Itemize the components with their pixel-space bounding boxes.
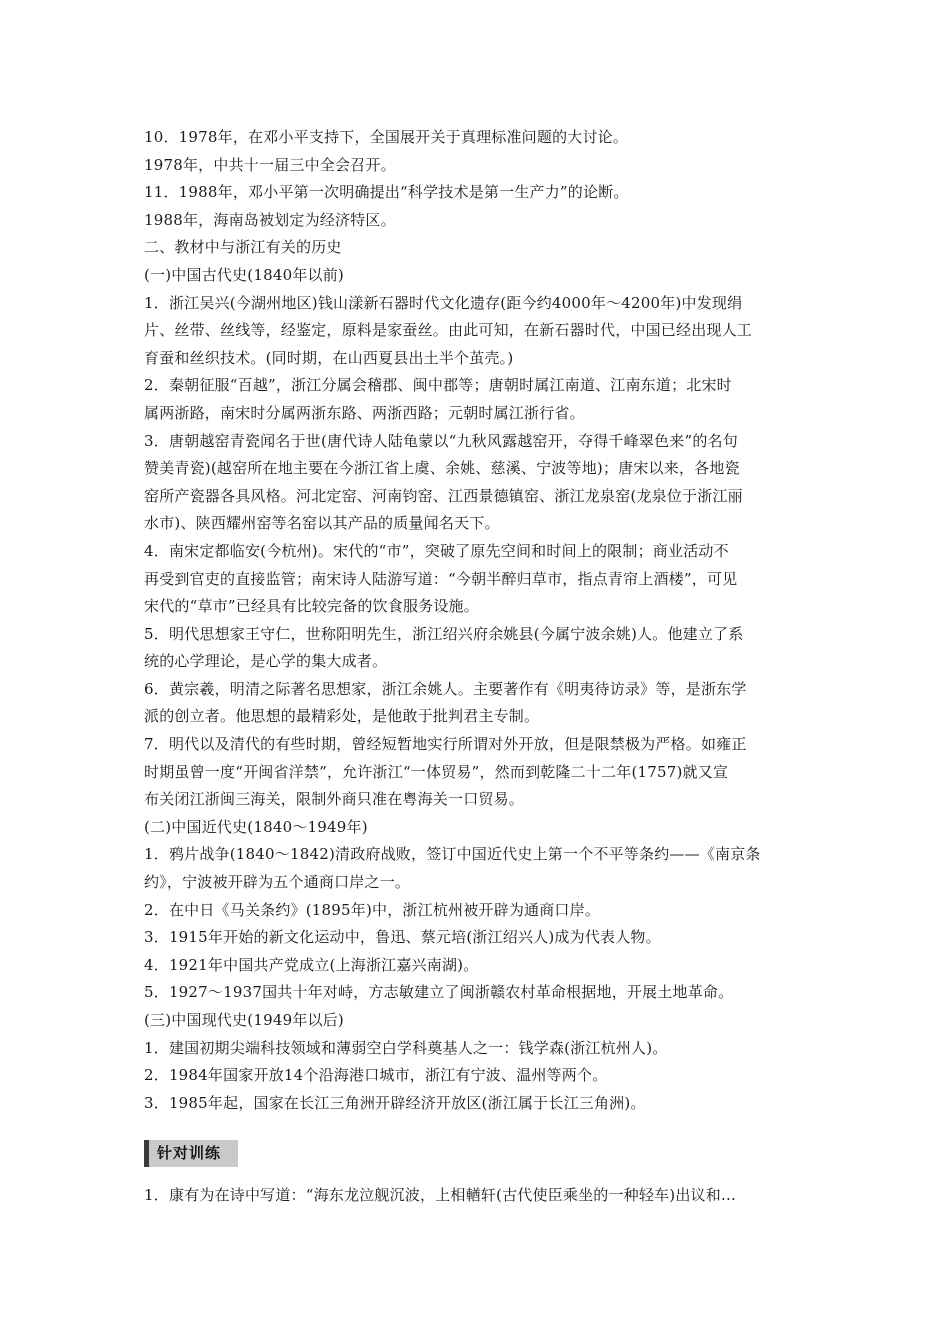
text-line: 1．鸦片战争(1840～1842)清政府战败，签订中国近代史上第一个不平等条约——《南京条 [144,845,761,864]
exercise-block [144,1182,820,1210]
text-line: 10．1978年，在邓小平支持下，全国展开关于真理标准问题的大讨论。 [144,128,629,146]
text-line: 6．黄宗羲，明清之际著名思想家，浙江余姚人。主要著作有《明夷待访录》等，是浙东学 [144,679,747,698]
text-line: 布关闭江浙闽三海关，限制外商只准在粤海关一口贸易。 [144,790,525,809]
text-line: 片、丝带、丝线等，经鉴定，原料是家蚕丝。由此可知，在新石器时代，中国已经出现人工 [144,321,753,340]
text-line: 2．1984年国家开放14个沿海港口城市，浙江有宁波、温州等两个。 [144,1066,608,1085]
text-line: 约》，宁波被开辟为五个通商口岸之一。 [144,873,411,892]
text-line: 7．明代以及清代的有些时期，曾经短暂地实行所谓对外开放，但是限禁极为严格。如雍正 [144,735,747,754]
text-line: 派的创立者。他思想的最精彩处，是他敢于批判君主专制。 [144,707,540,726]
text-line: 4．南宋定都临安(今杭州)。宋代的“市”，突破了原先空间和时间上的限制；商业活动不 [144,541,729,560]
text-line: 1．建国初期尖端科技领域和薄弱空白学科奠基人之一：钱学森(浙江杭州人)。 [144,1038,668,1057]
text-line: 4．1921年中国共产党成立(上海浙江嘉兴南湖)。 [144,955,479,974]
document-body [144,124,820,1117]
text-line: 1988年，海南岛被划定为经济特区。 [144,210,396,229]
section-heading-bar [144,1140,238,1167]
text-line: 时期虽曾一度“开闽省洋禁”，允许浙江“一体贸易”，然而到乾隆二十二年(1757)就又宣 [144,762,729,781]
subsection-title: (一)中国古代史(1840年以前) [144,265,344,284]
text-line: 水市)、陕西耀州窑等名窑以其产品的质量闻名天下。 [144,514,500,533]
text-line: 窑所产瓷器各具风格。河北定窑、河南钧窑、江西景德镇窑、浙江龙泉窑(龙泉位于浙江丽 [144,486,743,505]
text-line: 再受到官吏的直接监管；南宋诗人陆游写道：“今朝半醉归草市，指点青帘上酒楼”，可见 [144,569,738,588]
exercise-question: 1．康有为在诗中写道：“海东龙泣舰沉波，上相輶轩(古代使臣乘坐的一种轻车)出议和… [144,1186,737,1204]
text-line: 5．明代思想家王守仁，世称阳明先生，浙江绍兴府余姚县(今属宁波余姚)人。他建立了系 [144,624,744,643]
section-title: 二、教材中与浙江有关的历史 [144,238,342,257]
text-line: 赞美青瓷)(越窑所在地主要在今浙江省上虞、余姚、慈溪、宁波等地)；唐宋以来，各地瓷 [144,459,740,478]
text-line: 育蚕和丝织技术。(同时期，在山西夏县出土半个茧壳。) [144,348,514,367]
text-line: 属两浙路，南宋时分属两浙东路、两浙西路；元朝时属江浙行省。 [144,403,585,422]
text-line: 11．1988年，邓小平第一次明确提出“科学技术是第一生产力”的论断。 [144,183,629,202]
subsection-title: (二)中国近代史(1840～1949年) [144,817,368,836]
text-line: 1．浙江吴兴(今湖州地区)钱山漾新石器时代文化遗存(距今约4000年～4200年)中发现绢 [144,293,743,312]
section-heading: 针对训练 [157,1144,222,1162]
text-line: 2．在中日《马关条约》(1895年)中，浙江杭州被开辟为通商口岸。 [144,900,601,919]
text-line: 3．唐朝越窑青瓷闻名于世(唐代诗人陆龟蒙以“九秋风露越窑开，夺得千峰翠色来”的名句 [144,431,738,450]
text-line: 3．1985年起，国家在长江三角洲开辟经济开放区(浙江属于长江三角洲)。 [144,1093,646,1112]
text-line: 2．秦朝征服“百越”，浙江分属会稽郡、闽中郡等；唐朝时属江南道、江南东道；北宋时 [144,376,732,395]
text-line: 宋代的“草市”已经具有比较完备的饮食服务设施。 [144,597,479,616]
text-line: 统的心学理论，是心学的集大成者。 [144,652,388,671]
text-line: 3．1915年开始的新文化运动中，鲁迅、蔡元培(浙江绍兴人)成为代表人物。 [144,928,661,947]
text-line: 5．1927～1937国共十年对峙，方志敏建立了闽浙赣农村革命根据地，开展土地革命。 [144,983,734,1002]
subsection-title: (三)中国现代史(1949年以后) [144,1011,344,1029]
text-line: 1978年，中共十一届三中全会召开。 [144,155,396,174]
